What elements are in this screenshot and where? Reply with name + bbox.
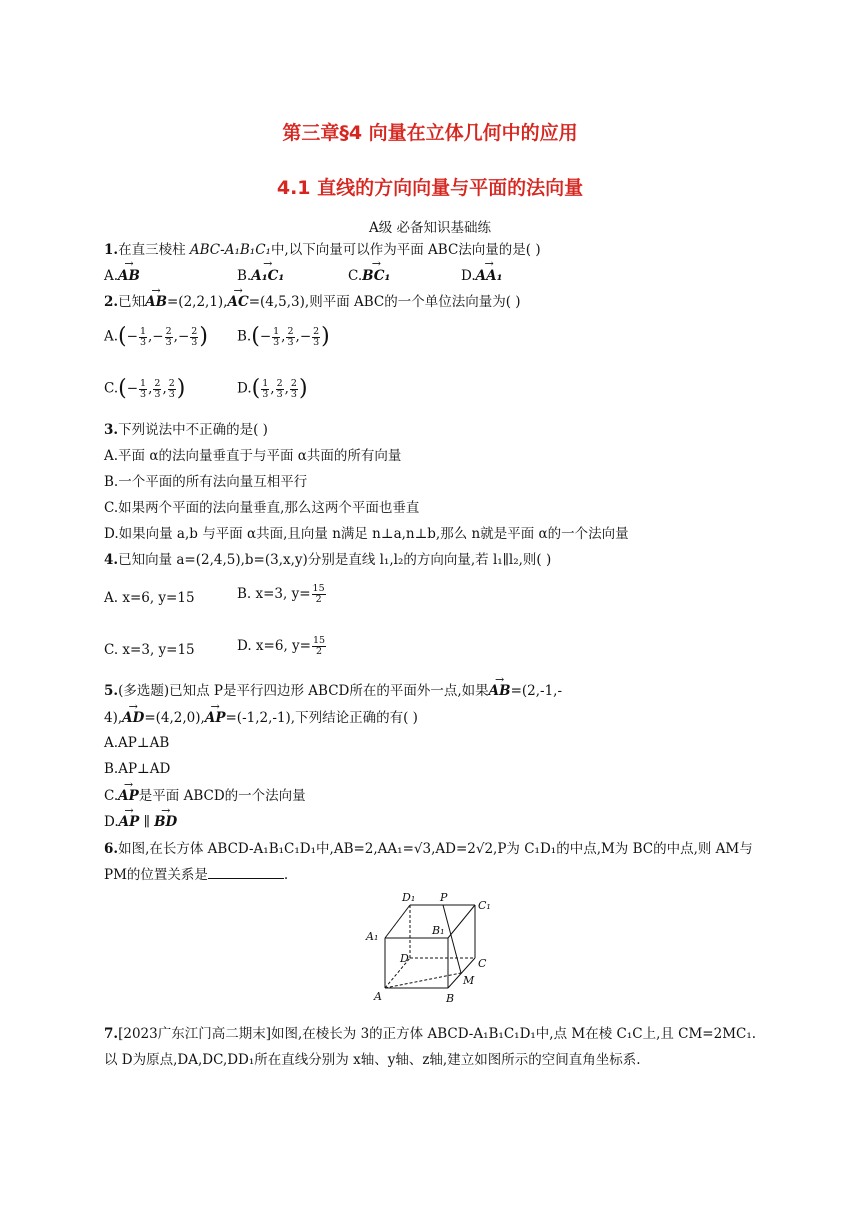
edge-c1b1	[448, 905, 475, 938]
q2-a-rp: )	[199, 324, 208, 349]
n: 1	[262, 377, 269, 389]
q5-vector-ab: → AB	[489, 682, 511, 700]
c: ,	[284, 380, 289, 397]
label-d1: D₁	[402, 891, 416, 904]
question-3	[104, 421, 268, 439]
q5-line-2	[104, 709, 418, 727]
q2-b-f2	[286, 327, 294, 348]
q2-option-d	[237, 378, 308, 400]
q5-d-vector-ap: → AP	[119, 813, 140, 831]
d: 3	[313, 336, 320, 348]
c: ,	[162, 380, 167, 397]
q2-b-f1	[272, 327, 280, 348]
q2-d-lp: (	[251, 376, 261, 401]
q2-ac-value: =(4,5,3),则平面 ABC的一个单位法向量为( )	[248, 294, 521, 310]
n: 15	[312, 583, 325, 594]
n: 2	[313, 325, 320, 337]
q7-line-2: 以 D为原点,DA,DC,DD₁所在直线分别为 x轴、y轴、z轴,建立如图所示的空间直角坐标系.	[104, 1052, 641, 1068]
q5-c-label: C.	[104, 788, 119, 804]
q2-b-rp: )	[321, 324, 330, 349]
q1-option-d	[461, 268, 503, 284]
label-p: P	[440, 891, 448, 904]
n: 1	[140, 377, 147, 389]
q6-period: .	[283, 867, 289, 883]
q5-option-b: B.AP⊥AD	[104, 761, 171, 777]
q4-b-frac	[312, 584, 326, 605]
q5-text-3: 4),	[104, 710, 123, 726]
label-c: C	[478, 957, 487, 970]
d: 3	[168, 388, 175, 400]
q3-text: 下列说法中不正确的是( )	[118, 422, 268, 438]
q2-b-label: B.	[237, 328, 252, 345]
q6-answer-blank[interactable]	[208, 878, 284, 879]
n: 1	[139, 325, 146, 337]
label-a: A	[374, 990, 382, 1003]
q2-vector-ac: → AC	[227, 293, 248, 311]
q1-option-c	[348, 268, 390, 284]
label-b: B	[446, 992, 455, 1005]
question-6	[104, 840, 753, 858]
q5-d-vector-bd: → BD	[154, 813, 177, 831]
q2-vector-ab: → AB	[145, 293, 167, 311]
q4-option-c: C. x=3, y=15	[104, 642, 195, 658]
question-2	[104, 293, 521, 311]
n: 2	[276, 377, 283, 389]
q5-number: 5.	[104, 683, 119, 699]
q2-c-rp: )	[176, 376, 186, 401]
q5-d-label: D.	[104, 814, 119, 830]
m: −	[259, 328, 272, 345]
segment-pm	[443, 905, 461, 973]
q5-text-2: =(2,-1,-	[510, 683, 563, 699]
q2-c-label: C.	[104, 380, 119, 397]
q2-d-f2	[276, 379, 284, 400]
q2-number: 2.	[104, 294, 119, 310]
d: 2	[315, 594, 322, 605]
section-title: 4.1 直线的方向向量与平面的法向量	[276, 177, 584, 199]
q2-a-m1: −	[126, 328, 138, 345]
q2-d-f1	[261, 379, 269, 400]
q3-number: 3.	[104, 422, 119, 438]
q5-vector-ap: → AP	[205, 709, 226, 727]
q2-c-lp: (	[118, 376, 127, 401]
q5-option-a: A.AP⊥AB	[104, 735, 170, 751]
label-c1: C₁	[478, 899, 491, 912]
q5-d-parallel: ∥	[139, 814, 155, 830]
q1-option-a	[104, 268, 140, 284]
q1-c-vector: → BC₁	[362, 268, 390, 284]
c: ,	[173, 328, 178, 345]
q5-c-vector: → AP	[118, 787, 139, 805]
q2-d-f3	[290, 379, 298, 400]
d: 3	[290, 388, 297, 400]
q2-a-lp: (	[118, 324, 127, 349]
q2-text: 已知	[118, 294, 146, 310]
label-m: M	[463, 974, 475, 987]
q2-b-f3	[312, 327, 320, 348]
label-a1: A₁	[366, 930, 379, 943]
q2-option-c	[104, 378, 185, 400]
edge-d1a1	[385, 905, 410, 938]
q6-number: 6.	[104, 841, 119, 857]
c: ,	[295, 328, 300, 345]
q3-option-a: A.平面 α的法向量垂直于与平面 α共面的所有向量	[104, 448, 402, 464]
n: 2	[290, 377, 297, 389]
label-d: D	[400, 952, 409, 965]
q6-text-2: PM的位置关系是	[104, 867, 208, 883]
d: 3	[262, 388, 269, 400]
d: 3	[154, 388, 161, 400]
q6-text-1: 如图,在长方体 ABCD-A₁B₁C₁D₁中,AB=2,AA₁=√3,AD=2√2,P为 C₁D₁的中点,M为 BC的中点,则 AM与	[118, 841, 753, 857]
n: 2	[191, 325, 198, 337]
n: 2	[168, 377, 175, 389]
n: 1	[273, 325, 280, 337]
q1-prism: ABC-A₁B₁C₁	[189, 242, 271, 258]
d: 3	[165, 336, 172, 348]
q4-d-text: D. x=6, y=	[237, 638, 311, 654]
q2-c-f2	[153, 379, 161, 400]
q4-option-a: A. x=6, y=15	[104, 590, 195, 606]
q1-text-pre: 在直三棱柱	[118, 242, 190, 258]
q4-d-frac	[312, 636, 326, 657]
c: ,	[270, 380, 275, 397]
d: 3	[276, 388, 283, 400]
q1-number: 1.	[104, 242, 119, 258]
c: ,	[148, 328, 153, 345]
q2-a-f2	[165, 327, 173, 348]
q2-b-lp: (	[251, 324, 260, 349]
q7-text-1: [2023广东江门高二期末]如图,在棱长为 3的正方体 ABCD-A₁B₁C₁D₁中,点 M在棱 C₁C上,且 CM=2MC₁.	[118, 1026, 757, 1042]
q2-a-f3	[190, 327, 198, 348]
q4-text: 已知向量 a=(2,4,5),b=(3,x,y)分别是直线 l₁,l₂的方向向量,若 l₁∥l₂,则( )	[118, 552, 552, 568]
cuboid-figure	[360, 888, 510, 1008]
q2-option-a	[104, 326, 208, 348]
q1-c-label: C.	[348, 268, 363, 284]
d: 3	[140, 388, 147, 400]
q1-a-vector: → AB	[118, 268, 140, 284]
d: 3	[139, 336, 146, 348]
q2-c-f1	[139, 379, 147, 400]
n: 2	[287, 325, 294, 337]
question-7	[104, 1025, 756, 1043]
question-5	[104, 682, 562, 700]
m: −	[299, 328, 312, 345]
c: ,	[148, 380, 153, 397]
n: 15	[312, 635, 326, 646]
q2-c-f3	[168, 379, 176, 400]
q2-option-b	[237, 326, 330, 348]
q1-text-post: 中,以下向量可以作为平面 ABC法向量的是( )	[270, 242, 541, 258]
q5-vector-ad: → AD	[122, 709, 144, 727]
q5-option-d	[104, 813, 177, 831]
n: 2	[154, 377, 161, 389]
q5-text-4: =(4,2,0),	[144, 710, 205, 726]
q1-d-label: D.	[461, 268, 476, 284]
q3-option-b: B.一个平面的所有法向量互相平行	[104, 474, 308, 490]
q1-d-vector: → AA₁	[476, 268, 503, 284]
q2-a-label: A.	[104, 328, 119, 345]
q3-option-c: C.如果两个平面的法向量垂直,那么这两个平面也垂直	[104, 500, 420, 516]
q2-d-rp: )	[298, 376, 308, 401]
q2-a-f1	[139, 327, 147, 348]
c: ,	[281, 328, 286, 345]
q3-option-d: D.如果向量 a,b 与平面 α共面,且向量 n满足 n⊥a,n⊥b,那么 n就是平面 α的一个法向量	[104, 526, 629, 542]
q4-number: 4.	[104, 552, 119, 568]
q4-b-text: B. x=3, y=	[237, 586, 311, 602]
m: −	[126, 380, 139, 397]
q1-b-vector: → A₁C₁	[251, 268, 284, 284]
chapter-title: 第三章§4 向量在立体几何中的应用	[282, 122, 578, 144]
q2-ab-value: =(2,2,1),	[166, 294, 228, 310]
d: 3	[287, 336, 294, 348]
label-b1: B₁	[432, 924, 445, 937]
q6-line-2	[104, 866, 288, 884]
q4-option-d	[237, 636, 327, 657]
d: 2	[315, 646, 323, 657]
q5-c-text: 是平面 ABCD的一个法向量	[138, 788, 306, 804]
q2-a-m3: −	[177, 328, 190, 345]
q4-option-b	[237, 584, 327, 605]
q2-a-m2: −	[152, 328, 164, 345]
d: 3	[191, 336, 198, 348]
q7-number: 7.	[104, 1026, 119, 1042]
q1-b-label: B.	[237, 268, 252, 284]
q5-text-1: (多选题)已知点 P是平行四边形 ABCD所在的平面外一点,如果	[118, 683, 489, 699]
q2-d-label: D.	[237, 380, 252, 397]
n: 2	[165, 325, 172, 337]
level-label: A级 必备知识基础练	[368, 220, 492, 236]
d: 3	[273, 336, 280, 348]
q1-a-label: A.	[104, 268, 119, 284]
q5-text-5: =(-1,2,-1),下列结论正确的有( )	[225, 710, 418, 726]
question-4	[104, 551, 551, 569]
